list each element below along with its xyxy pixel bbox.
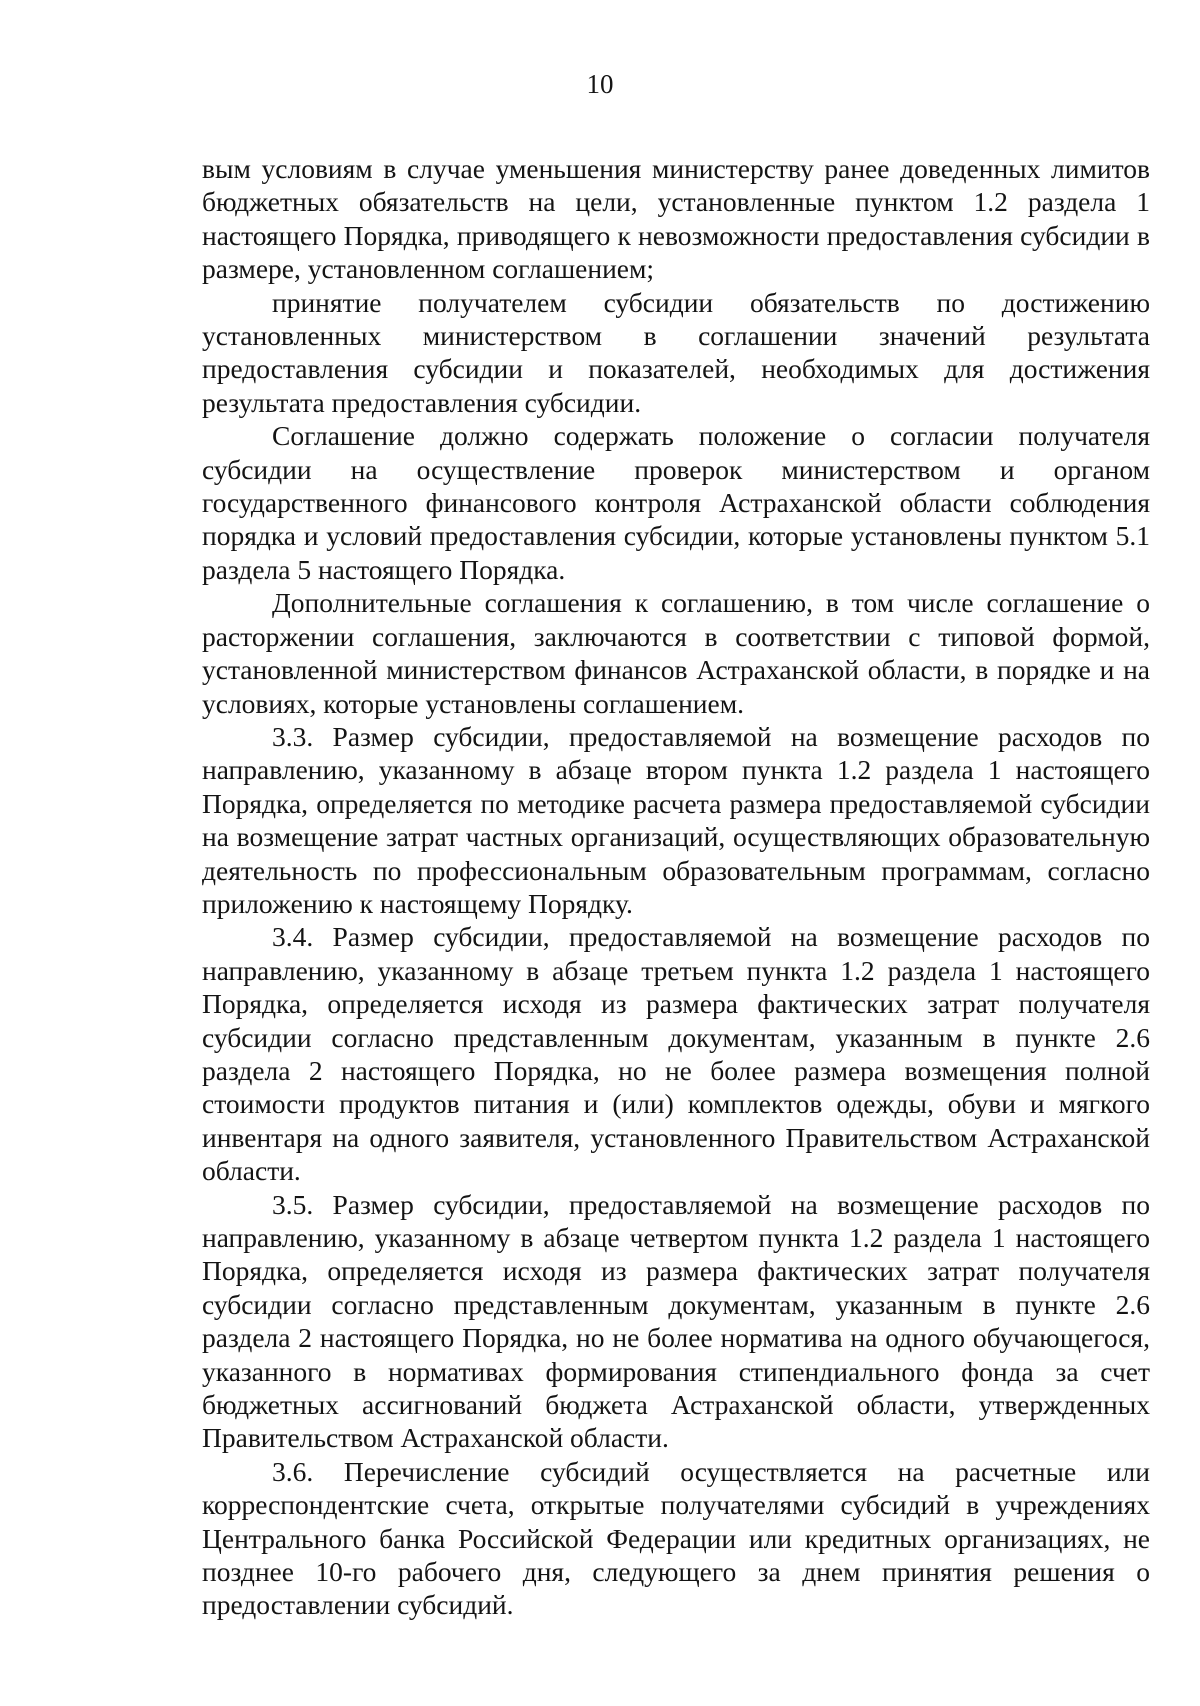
document-body xyxy=(202,152,1150,1622)
paragraph-3-6: 3.6. Перечисление субсидий осуществляется на расчетные или корреспондентские счета, открытые получателями субсидий в учреждениях Центрального банка Российской Федерации или кредитных организациях, не позднее 10-го рабочего дня, следующего за днем принятия решения о предоставлении субсидий. xyxy=(202,1455,1150,1621)
paragraph-continuation: вым условиям в случае уменьшения министерству ранее доведенных лимитов бюджетных обязательств на цели, установленные пунктом 1.2 раздела 1 настоящего Порядка, приводящего к невозможности предоставления субсидии в размере, установленном соглашением; xyxy=(202,153,1150,285)
paragraph-obligations: принятие получателем субсидии обязательств по достижению установленных министерством в соглашении значений результата предоставления субсидии и показателей, необходимых для достижения результата предоставления субсидии. xyxy=(202,286,1150,418)
paragraph-additional-agreements: Дополнительные соглашения к соглашению, в том числе соглашение о расторжении соглашения, заключаются в соответствии с типовой формой, установленной министерством финансов Астраханской области, в порядке и на условиях, которые установлены соглашением. xyxy=(202,587,1150,719)
page-number: 10 xyxy=(586,69,614,99)
paragraph-3-4: 3.4. Размер субсидии, предоставляемой на возмещение расходов по направлению, указанному в абзаце третьем пункта 1.2 раздела 1 настоящего Порядка, определяется исходя из размера фактических затрат получателя субсидии согласно представленным документам, указанным в пункте 2.6 раздела 2 настоящего Порядка, но не более размера возмещения полной стоимости продуктов питания и (или) комплектов одежды, обуви и мягкого инвентаря на одного заявителя, установленного Правительством Астраханской области. xyxy=(202,921,1150,1187)
paragraph-agreement-consent: Соглашение должно содержать положение о согласии получателя субсидии на осуществление проверок министерством и органом государственного финансового контроля Астраханской области соблюдения порядка и условий предоставления субсидии, которые установлены пунктом 5.1 раздела 5 настоящего Порядка. xyxy=(202,420,1150,585)
paragraph-3-5: 3.5. Размер субсидии, предоставляемой на возмещение расходов по направлению, указанному в абзаце четвертом пункта 1.2 раздела 1 настоящего Порядка, определяется исходя из размера фактических затрат получателя субсидии согласно представленным документам, указанным в пункте 2.6 раздела 2 настоящего Порядка, но не более норматива на одного обучающегося, указанного в нормативах формирования стипендиального фонда за счет бюджетных ассигнований бюджета Астраханской области, утвержденных Правительством Астраханской области. xyxy=(202,1188,1150,1454)
paragraph-3-3: 3.3. Размер субсидии, предоставляемой на возмещение расходов по направлению, указанному в абзаце втором пункта 1.2 раздела 1 настоящего Порядка, определяется по методике расчета размера предоставляемой субсидии на возмещение затрат частных организаций, осуществляющих образовательную деятельность по профессиональным образовательным программам, согласно приложению к настоящему Порядку. xyxy=(202,720,1150,919)
